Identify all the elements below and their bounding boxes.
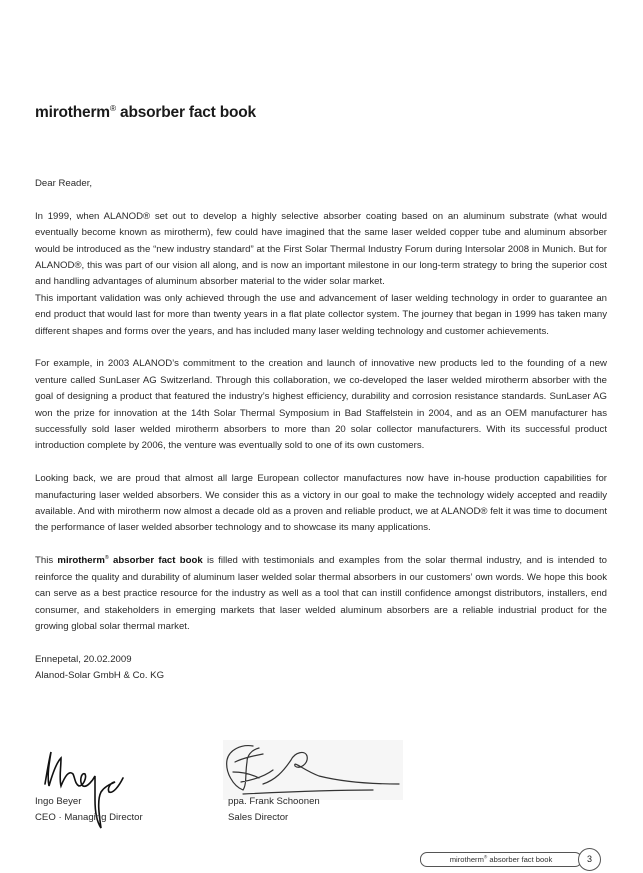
paragraph-2: This important validation was only achieved through the use and advancement of laser welding technology in order to guarantee an end product that would last for more than twenty years in a flat plate collector system. The journey that began in 1999 has taken many different shapes and forms over the years, and has included many laser welding technology and customer achievements. [35, 292, 607, 337]
paragraph-3: For example, in 2003 ALANOD’s commitment to the creation and launch of innovative new products led to the founding of a new venture called SunLaser AG Switzerland. Through this collaboration, we co-developed the laser welded mirotherm absorber with the goal of designing a product that featured the industry’s highest efficiency, durability and corrosion resistance standards. SunLaser AG won the prize for innovation at the 14th Solar Thermal Symposium in Bad Staffelstein in 2004, and as an OEM manufacturer has successfully sold laser welded mirotherm absorbers to more than 20 solar collector manufacturers. With its successful product introduction complete by 2006, the venture was eventually sold to one of its own customers. [35, 358, 607, 452]
paragraph-1: In 1999, when ALANOD® set out to develop a highly selective absorber coating based on an aluminum substrate (what would eventually become known as mirotherm), few could have imagined that the same laser welded copper tube and aluminum absorber would be introduced as the “new industry standard” at the First Solar Thermal Industry Forum during Intersolar 2008 in Munich. But for ALANOD®, this was part of our vision all along, and is now an important milestone in our long-term strategy to bring the superior cost and handling advantages of aluminum absorber material to the wider solar market. [35, 210, 607, 288]
signatory-1 [35, 794, 143, 827]
registered-mark: ® [104, 555, 109, 562]
page-title [35, 104, 256, 122]
footer-label [420, 852, 582, 867]
paragraph-4: Looking back, we are proud that almost all large European collector manufactures now have in-house production capabilities for manufacturing laser welded absorbers. We consider this as a victory in our goal to make the technology widely accepted and readily available. And with mirotherm now almost a decade old as a proven and reliable product, we at ALANOD® felt it was time to document the performance of laser welded absorber technology and to showcase its many applications. [35, 473, 607, 534]
signatory-role: Sales Director [228, 812, 289, 824]
letter-body [35, 176, 607, 685]
signatory-role: CEO · Managing Director [35, 812, 143, 824]
title-rest: absorber fact book [115, 104, 256, 121]
p5-brand: mirotherm [57, 555, 105, 567]
p5-title-rest: absorber fact book [108, 555, 203, 567]
registered-mark: ® [483, 854, 488, 860]
company-name: Alanod-Solar GmbH & Co. KG [35, 670, 165, 682]
greeting: Dear Reader, [35, 178, 93, 189]
spacer [35, 537, 607, 553]
signatory-2 [228, 794, 320, 827]
signatory-name: ppa. Frank Schoonen [228, 796, 320, 807]
signature-area [35, 740, 485, 830]
place-date: Ennepetal, 20.02.2009 [35, 653, 132, 665]
signatory-name: Ingo Beyer [35, 796, 82, 807]
spacer [35, 635, 607, 651]
p5-book-title [57, 555, 202, 566]
spacer [35, 340, 607, 356]
title-brand: mirotherm [35, 104, 110, 121]
signature-schoonen-icon [223, 740, 403, 800]
p5-lead: This [35, 555, 58, 567]
footer-brand: mirotherm [449, 855, 484, 864]
page-number: 3 [578, 848, 601, 871]
footer-title-rest: absorber fact book [487, 855, 553, 864]
paragraph-5 [35, 553, 607, 635]
registered-mark: ® [109, 102, 116, 113]
page-footer [420, 850, 610, 868]
p5-rest: is filled with testimonials and examples from the solar thermal industry, and is intended to reinforce the quality and durability of aluminum laser welded solar thermal absorbers in our customers’ own words. We hope this book can serve as a best practice resource for the industry as well as a tool that can instill confidence amongst distributors, installers, end consumer, and stakeholders in emerging markets that laser welded aluminum absorbers are a reliable industrial product for the growing global solar thermal market. [35, 555, 607, 632]
spacer [35, 455, 607, 471]
